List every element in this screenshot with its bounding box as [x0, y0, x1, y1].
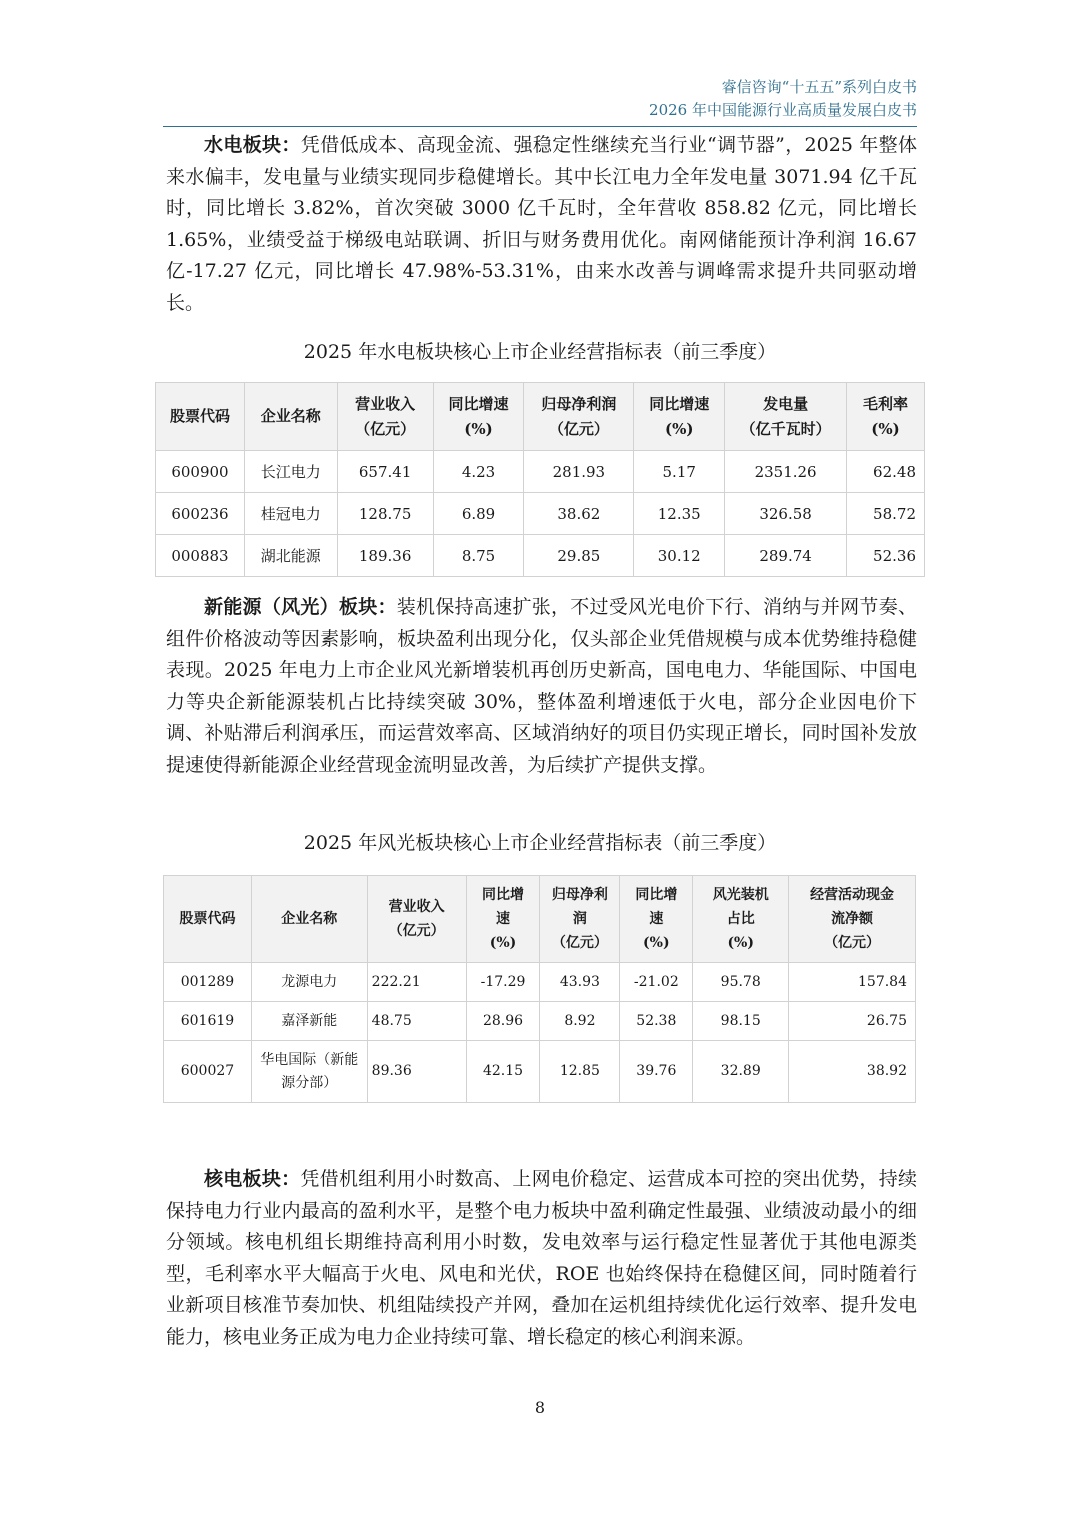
cell-net-profit: 43.93 [540, 963, 620, 1002]
cell-operating-cashflow: 38.92 [789, 1041, 916, 1103]
cell-revenue-growth: 8.75 [433, 535, 524, 577]
cell-gross-margin: 52.36 [847, 535, 925, 577]
table-row [164, 963, 916, 1002]
col-stock-code: 股票代码 [156, 383, 245, 451]
cell-stock-code: 001289 [164, 963, 252, 1002]
header-series-title: 睿信咨询“十五五”系列白皮书 [721, 78, 917, 96]
cell-company-name: 龙源电力 [251, 963, 367, 1002]
page-number: 8 [534, 1398, 546, 1417]
cell-revenue-growth: 42.15 [466, 1041, 540, 1103]
cell-profit-growth: 5.17 [634, 451, 725, 493]
cell-net-profit: 8.92 [540, 1002, 620, 1041]
cell-revenue-growth: -17.29 [466, 963, 540, 1002]
hydro-lead: 水电板块： [204, 134, 301, 156]
col-company-name: 企业名称 [244, 383, 337, 451]
cell-revenue: 189.36 [337, 535, 433, 577]
cell-revenue: 222.21 [367, 963, 466, 1002]
cell-revenue: 89.36 [367, 1041, 466, 1103]
header-divider [163, 126, 917, 127]
cell-stock-code: 601619 [164, 1002, 252, 1041]
cell-company-name: 长江电力 [244, 451, 337, 493]
table-row [156, 535, 925, 577]
cell-stock-code: 600900 [156, 451, 245, 493]
col-stock-code: 股票代码 [164, 876, 252, 963]
nuclear-body: 凭借机组利用小时数高、上网电价稳定、运营成本可控的突出优势，持续保持电力行业内最高的盈利水平，是整个电力板块中盈利确定性最强、业绩波动最小的细分领域。核电机组长期维持高利用小时数，发电效率与运行稳定性显著优于其他电源类型，毛利率水平大幅高于火电、风电和光伏，ROE 也始终保持在稳健区间，同时随着行业新项目核准节奏加快、机组陆续投产并网，叠加在运机组持续优化运行效率、提升发电能力，核电业务正成为电力企业持续可靠、增长稳定的核心利润来源。 [166, 1168, 917, 1348]
cell-operating-cashflow: 157.84 [789, 963, 916, 1002]
hydro-body: 凭借低成本、高现金流、强稳定性继续充当行业“调节器”，2025 年整体来水偏丰，发电量与业绩实现同步稳健增长。其中长江电力全年发电量 3071.94 亿千瓦时，同比增长 3.82%，首次突破 3000 亿千瓦时，全年营收 858.82 亿元，同比增长 1.65%，业绩受益于梯级电站联调、折旧与财务费用优化。南网储能预计净利润 16.67 亿-17.27 亿元，同比增长 47.98%-53.31%，由来水改善与调峰需求提升共同驱动增长。 [166, 134, 917, 314]
col-net-profit: 归母净利 润 （亿元） [540, 876, 620, 963]
col-profit-growth: 同比增 速 (%) [620, 876, 693, 963]
cell-generation: 2351.26 [725, 451, 847, 493]
cell-revenue-growth: 28.96 [466, 1002, 540, 1041]
col-revenue-growth: 同比增速 (%) [433, 383, 524, 451]
hydro-paragraph [166, 130, 917, 320]
cell-stock-code: 600027 [164, 1041, 252, 1103]
col-operating-cashflow: 经营活动现金 流净额 （亿元） [789, 876, 916, 963]
cell-profit-growth: 30.12 [634, 535, 725, 577]
table-header-row [156, 383, 925, 451]
cell-revenue-growth: 4.23 [433, 451, 524, 493]
running-header [649, 76, 917, 122]
table-row [164, 1041, 916, 1103]
cell-generation: 289.74 [725, 535, 847, 577]
cell-company-name: 华电国际（新能源分部） [251, 1041, 367, 1103]
cell-profit-growth: 12.35 [634, 493, 725, 535]
renewable-lead: 新能源（风光）板块： [204, 596, 397, 618]
renewable-body: 装机保持高速扩张，不过受风光电价下行、消纳与并网节奏、组件价格波动等因素影响，板块盈利出现分化，仅头部企业凭借规模与成本优势维持稳健表现。2025 年电力上市企业风光新增装机再创历史新高，国电电力、华能国际、中国电力等央企新能源装机占比持续突破 30%，整体盈利增速低于火电，部分企业因电价下调、补贴滞后利润承压，而运营效率高、区域消纳好的项目仍实现正增长，同时国补发放提速使得新能源企业经营现金流明显改善，为后续扩产提供支撑。 [166, 596, 917, 776]
table-row [156, 451, 925, 493]
cell-profit-growth: 52.38 [620, 1002, 693, 1041]
col-revenue: 营业收入 （亿元） [367, 876, 466, 963]
cell-gross-margin: 58.72 [847, 493, 925, 535]
cell-operating-cashflow: 26.75 [789, 1002, 916, 1041]
cell-capacity-share: 32.89 [693, 1041, 789, 1103]
col-profit-growth: 同比增速 (%) [634, 383, 725, 451]
table-row [164, 1002, 916, 1041]
header-report-title: 2026 年中国能源行业高质量发展白皮书 [649, 101, 917, 119]
cell-company-name: 桂冠电力 [244, 493, 337, 535]
cell-stock-code: 000883 [156, 535, 245, 577]
cell-revenue-growth: 6.89 [433, 493, 524, 535]
cell-company-name: 嘉泽新能 [251, 1002, 367, 1041]
cell-stock-code: 600236 [156, 493, 245, 535]
col-net-profit: 归母净利润 （亿元） [524, 383, 634, 451]
renewable-paragraph [166, 592, 917, 782]
cell-revenue: 657.41 [337, 451, 433, 493]
cell-generation: 326.58 [725, 493, 847, 535]
cell-capacity-share: 95.78 [693, 963, 789, 1002]
cell-profit-growth: 39.76 [620, 1041, 693, 1103]
nuclear-paragraph [166, 1164, 917, 1354]
wind-solar-table [163, 875, 916, 1103]
table-row [156, 493, 925, 535]
table-header-row [164, 876, 916, 963]
col-generation: 发电量 （亿千瓦时） [725, 383, 847, 451]
cell-company-name: 湖北能源 [244, 535, 337, 577]
cell-revenue: 128.75 [337, 493, 433, 535]
cell-profit-growth: -21.02 [620, 963, 693, 1002]
table2-caption: 2025 年风光板块核心上市企业经营指标表（前三季度） [303, 832, 777, 854]
cell-revenue: 48.75 [367, 1002, 466, 1041]
col-gross-margin: 毛利率 (%) [847, 383, 925, 451]
cell-net-profit: 281.93 [524, 451, 634, 493]
col-company-name: 企业名称 [251, 876, 367, 963]
cell-net-profit: 38.62 [524, 493, 634, 535]
hydro-table [155, 382, 925, 577]
nuclear-lead: 核电板块： [204, 1168, 301, 1190]
col-capacity-share: 风光装机 占比 (%) [693, 876, 789, 963]
col-revenue-growth: 同比增 速 (%) [466, 876, 540, 963]
cell-net-profit: 29.85 [524, 535, 634, 577]
table1-caption: 2025 年水电板块核心上市企业经营指标表（前三季度） [303, 341, 777, 363]
cell-net-profit: 12.85 [540, 1041, 620, 1103]
col-revenue: 营业收入 （亿元） [337, 383, 433, 451]
cell-capacity-share: 98.15 [693, 1002, 789, 1041]
cell-gross-margin: 62.48 [847, 451, 925, 493]
